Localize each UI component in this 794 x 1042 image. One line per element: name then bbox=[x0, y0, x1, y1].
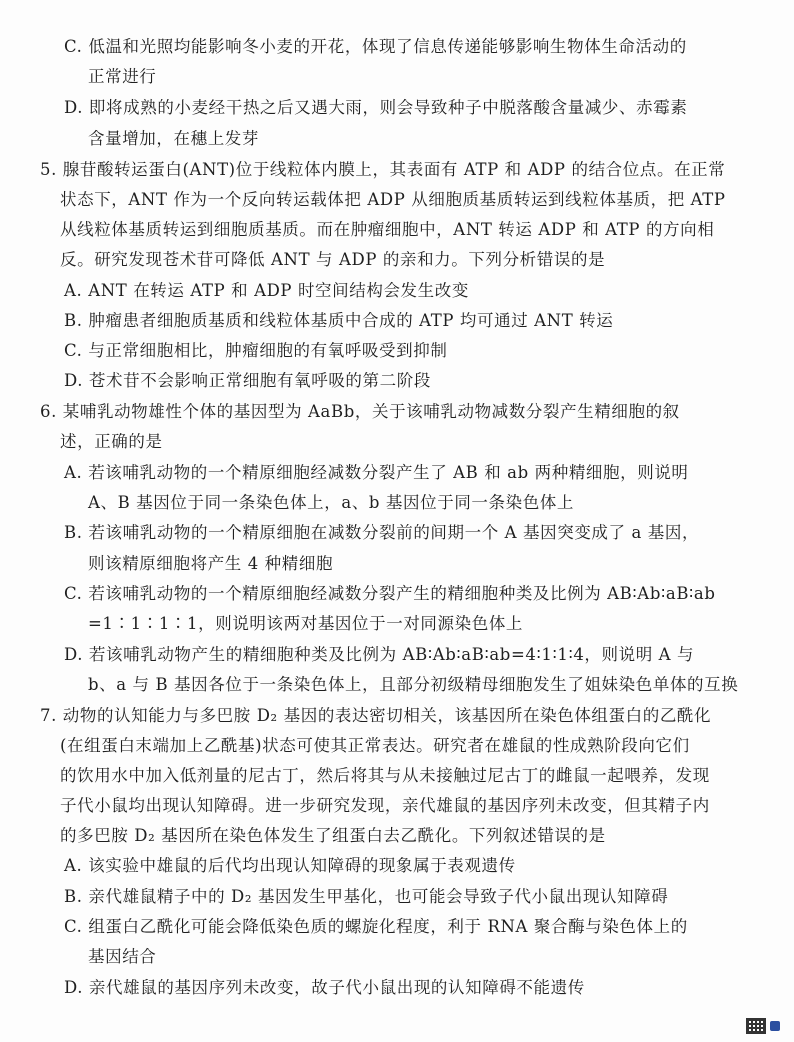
q6-option-a: A. 若该哺乳动物的一个精原细胞经减数分裂产生了 AB 和 ab 两种精细胞，则说明 bbox=[64, 463, 689, 482]
q5-stem-4: 反。研究发现苍术苷可降低 ANT 与 ADP 的亲和力。下列分析错误的是 bbox=[60, 250, 606, 269]
q6-option-b: B. 若该哺乳动物的一个精原细胞在减数分裂前的间期一个 A 基因突变成了 a 基因， bbox=[64, 523, 700, 542]
q7-option-d: D. 亲代雄鼠的基因序列未改变，故子代小鼠出现的认知障碍不能遗传 bbox=[64, 978, 585, 997]
q5-option-d: D. 苍术苷不会影响正常细胞有氧呼吸的第二阶段 bbox=[64, 371, 431, 390]
q7-stem-2: (在组蛋白末端加上乙酰基)状态可使其正常表达。研究者在雄鼠的性成熟阶段向它们 bbox=[60, 736, 690, 755]
q4-option-d: D. 即将成熟的小麦经干热之后又遇大雨，则会导致种子中脱落酸含量减少、赤霉素 bbox=[64, 98, 688, 117]
brand-logo-icon bbox=[770, 1021, 780, 1031]
q4-option-d-cont: 含量增加，在穗上发芽 bbox=[88, 129, 259, 148]
q6-option-c: C. 若该哺乳动物的一个精原细胞经减数分裂产生的精细胞种类及比例为 AB∶Ab∶aB∶ab bbox=[64, 584, 716, 603]
q6-option-d-cont: b、a 与 B 基因各位于一条染色体上，且部分初级精母细胞发生了姐妹染色单体的互换 bbox=[88, 675, 739, 694]
q7-stem: 7. 动物的认知能力与多巴胺 D₂ 基因的表达密切相关，该基因所在染色体组蛋白的乙酰化 bbox=[40, 706, 712, 725]
q5-option-a: A. ANT 在转运 ATP 和 ADP 时空间结构会发生改变 bbox=[64, 281, 469, 300]
q4-option-c: C. 低温和光照均能影响冬小麦的开花，体现了信息传递能够影响生物体生命活动的 bbox=[64, 37, 687, 56]
q6-stem-2: 述，正确的是 bbox=[60, 432, 163, 451]
q7-stem-3: 的饮用水中加入低剂量的尼古丁，然后将其与从未接触过尼古丁的雌鼠一起喂养，发现 bbox=[60, 766, 710, 785]
q5-stem-2: 状态下，ANT 作为一个反向转运载体把 ADP 从细胞质基质转运到线粒体基质，把 ATP bbox=[60, 190, 726, 209]
q6-option-d: D. 若该哺乳动物产生的精细胞种类及比例为 AB∶Ab∶aB∶ab=4∶1∶1∶4，则说明 A 与 bbox=[64, 645, 695, 664]
q7-stem-4: 子代小鼠均出现认知障碍。进一步研究发现，亲代雄鼠的基因序列未改变，但其精子内 bbox=[60, 796, 710, 815]
q6-stem: 6. 某哺乳动物雄性个体的基因型为 AaBb，关于该哺乳动物减数分裂产生精细胞的叙 bbox=[40, 402, 680, 421]
q5-stem-3: 从线粒体基质转运到细胞质基质。而在肿瘤细胞中，ANT 转运 ADP 和 ATP 的方向相 bbox=[60, 220, 715, 239]
q5-option-c: C. 与正常细胞相比，肿瘤细胞的有氧呼吸受到抑制 bbox=[64, 341, 448, 360]
q7-option-c-cont: 基因结合 bbox=[88, 947, 157, 966]
q6-option-c-cont: =1∶1∶1∶1，则说明该两对基因位于一对同源染色体上 bbox=[88, 614, 524, 633]
footer-watermark bbox=[746, 1018, 780, 1034]
q7-option-c: C. 组蛋白乙酰化可能会降低染色质的螺旋化程度，利于 RNA 聚合酶与染色体上的 bbox=[64, 917, 688, 936]
q6-option-b-cont: 则该精原细胞将产生 4 种精细胞 bbox=[88, 554, 334, 573]
q7-stem-5: 的多巴胺 D₂ 基因所在染色体发生了组蛋白去乙酰化。下列叙述错误的是 bbox=[60, 826, 606, 845]
q5-option-b: B. 肿瘤患者细胞质基质和线粒体基质中合成的 ATP 均可通过 ANT 转运 bbox=[64, 311, 614, 330]
q4-option-c-cont: 正常进行 bbox=[88, 67, 157, 86]
q7-option-b: B. 亲代雄鼠精子中的 D₂ 基因发生甲基化，也可能会导致子代小鼠出现认知障碍 bbox=[64, 887, 669, 906]
q7-option-a: A. 该实验中雄鼠的后代均出现认知障碍的现象属于表观遗传 bbox=[64, 856, 516, 875]
q5-stem: 5. 腺苷酸转运蛋白(ANT)位于线粒体内膜上，其表面有 ATP 和 ADP 的结合位点。在正常 bbox=[40, 160, 726, 179]
qr-code-icon bbox=[746, 1018, 766, 1034]
q6-option-a-cont: A、B 基因位于同一条染色体上，a、b 基因位于同一条染色体上 bbox=[88, 493, 575, 512]
